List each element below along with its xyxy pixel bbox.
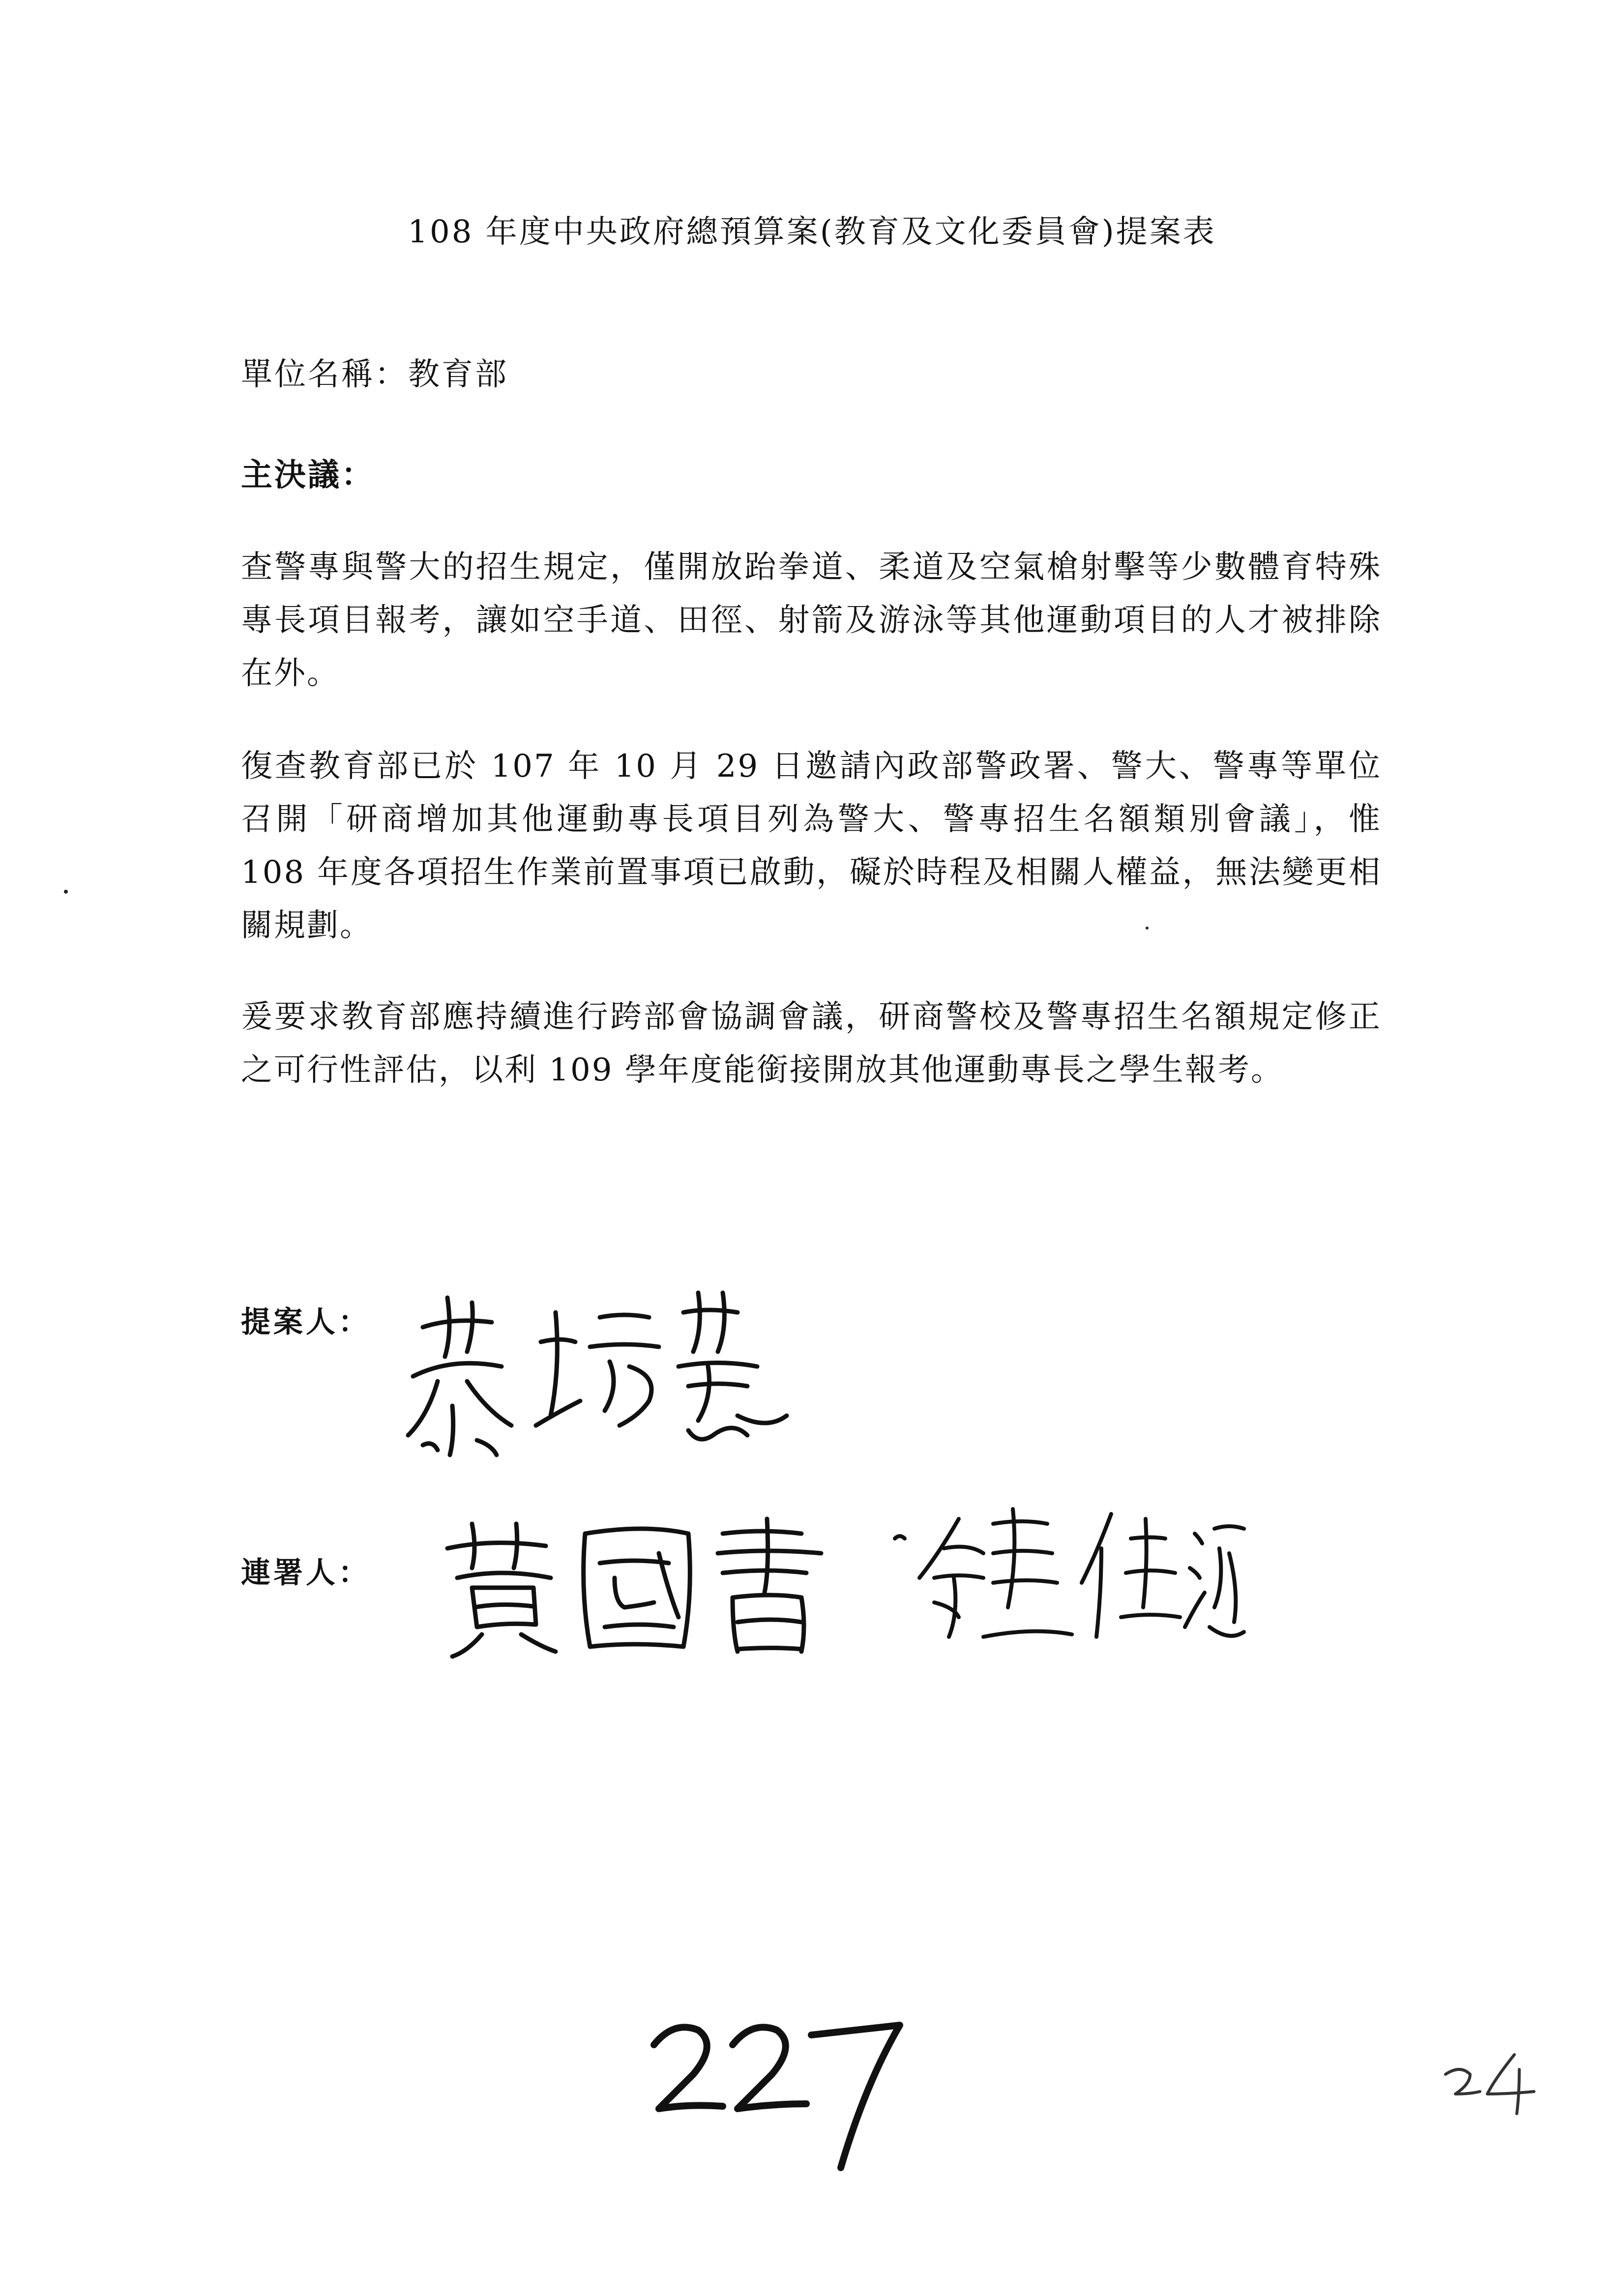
handwritten-page-number <box>634 1991 910 2178</box>
proposer-signature <box>393 1268 797 1465</box>
resolution-paragraph-1: 查警專與警大的招生規定，僅開放跆拳道、柔道及空氣槍射擊等少數體育特殊專長項目報考，讓如空手道、田徑、射箭及游泳等其他運動項目的人才被排除在外。 <box>241 549 1382 692</box>
resolution-paragraph-3: 爰要求教育部應持續進行跨部會協調會議，研商警校及警專招生名額規定修正之可行性評估，以利 109 學年度能銜接開放其他運動專長之學生報考。 <box>241 999 1382 1088</box>
resolution-paragraph-2: 復查教育部已於 107 年 10 月 29 日邀請內政部警政署、警大、警專等單位召開「研商增加其他運動專長項目列為警大、警專招生名額類別會議」，惟 108 年度各項招生作業前置事項已啟動，礙於時程及相關人權益，無法變更相關規劃。 <box>241 748 1382 944</box>
document-title: 108 年度中央政府總預算案(教育及文化委員會)提案表 <box>408 214 1216 250</box>
cosigner-signature-2 <box>885 1494 1249 1652</box>
cosigner-label: 連署人： <box>241 1556 371 1590</box>
cosigner-signature-1 <box>428 1504 846 1661</box>
main-resolution-heading: 主決議： <box>241 457 375 494</box>
scan-speck <box>64 890 68 894</box>
unit-name-line: 單位名稱：教育部 <box>241 356 508 393</box>
proposer-label: 提案人： <box>241 1305 371 1339</box>
scan-speck <box>1146 927 1149 930</box>
handwritten-corner-number <box>1441 2045 1549 2119</box>
